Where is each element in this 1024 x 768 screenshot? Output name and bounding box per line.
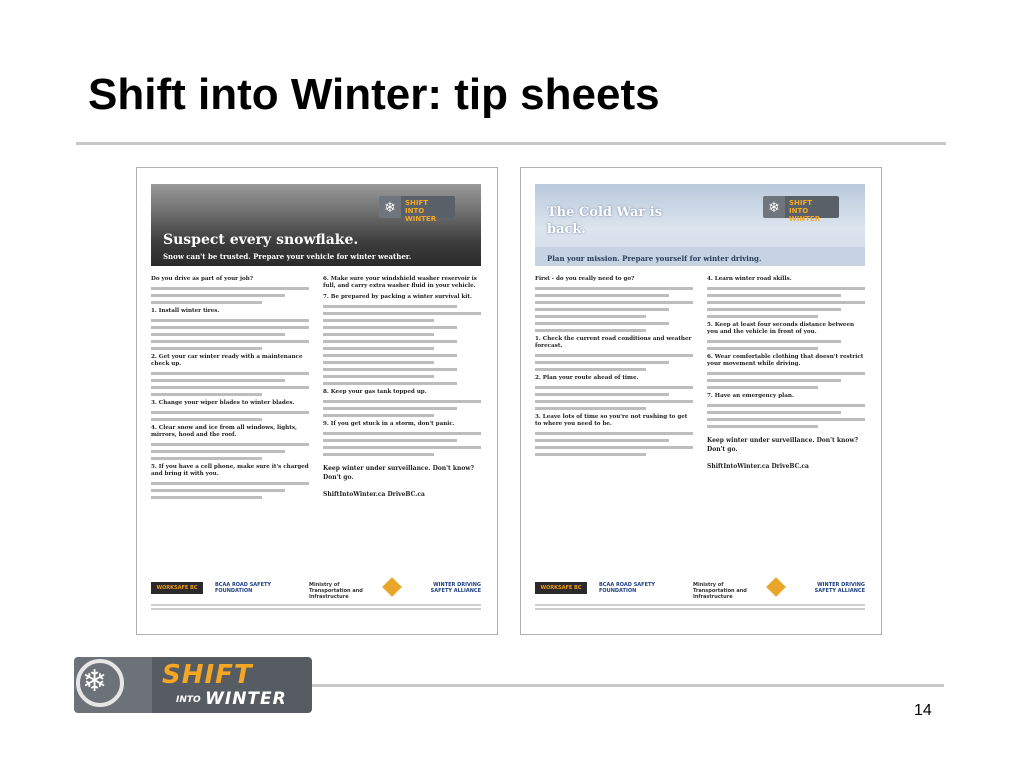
tip-heading: 7. Have an emergency plan.: [707, 393, 794, 399]
tip-heading: 5. Keep at least four seconds distance between you and the vehicle in front of you.: [707, 322, 855, 335]
tip-heading: 4. Learn winter road skills.: [707, 276, 792, 282]
tip-sheet-cold-war[interactable]: [520, 167, 882, 635]
tip-heading: 8. Keep your gas tank topped up.: [323, 389, 427, 395]
logo-text-line2: INTO WINTER: [789, 207, 821, 223]
sheet-body: [151, 276, 481, 576]
tip-heading: 7. Be prepared by packing a winter survival kit.: [323, 294, 472, 300]
snowflake-icon: ❄: [763, 196, 785, 218]
logo-text-line2: INTO WINTER: [405, 207, 437, 223]
sheet-headline: Suspect every snowflake.: [163, 232, 359, 248]
logo-text-line1: SHIFT: [789, 199, 813, 207]
bc-ministry-logo: Ministry of Transportation and Infrastructure: [309, 582, 363, 600]
tip-sheet-snowflake[interactable]: [136, 167, 498, 635]
sheet-column-left: [151, 276, 309, 503]
tire-snowflake-icon: ❄: [74, 657, 152, 713]
partner-logos: [535, 580, 865, 600]
sheet-call-to-action: Keep winter under surveillance. Don't know? Don't go.: [323, 465, 475, 481]
tip-heading: 2. Get your car winter ready with a maintenance check up.: [151, 354, 303, 367]
tip-heading: 1. Check the current road conditions and weather forecast.: [535, 336, 692, 349]
safety-alliance-logo: WINTER DRIVING SAFETY ALLIANCE: [814, 582, 865, 594]
bcaa-logo: BCAA ROAD SAFETY FOUNDATION: [215, 582, 272, 594]
sheet-call-to-action: Keep winter under surveillance. Don't know? Don't go.: [707, 437, 859, 453]
partner-logos: [151, 580, 481, 600]
safety-alliance-logo: WINTER DRIVING SAFETY ALLIANCE: [430, 582, 481, 594]
tip-heading: Do you drive as part of your job?: [151, 276, 253, 282]
title-divider: [76, 142, 946, 145]
shift-into-winter-logo: [379, 196, 455, 223]
tip-heading: First - do you really need to go?: [535, 276, 635, 282]
sheet-column-left: [535, 276, 693, 460]
brand-winter-text: WINTER: [205, 689, 287, 709]
worksafe-logo: WORKSAFE BC: [535, 582, 587, 594]
tip-heading: 1. Install winter tires.: [151, 308, 220, 314]
shift-into-winter-brand-logo: [74, 657, 312, 713]
page-number: 14: [914, 702, 932, 719]
slide-title: Shift into Winter: tip sheets: [88, 70, 660, 119]
sheet-headline: The Cold War is back.: [547, 205, 663, 237]
sheet-disclaimer: [151, 604, 481, 614]
sheet-subhead: Plan your mission. Prepare yourself for winter driving.: [547, 254, 762, 263]
bcaa-logo: BCAA ROAD SAFETY FOUNDATION: [599, 582, 656, 594]
winter-sign-icon: [382, 577, 402, 597]
sheet-subhead: Snow can't be trusted. Prepare your vehicle for winter weather.: [163, 252, 412, 261]
sheet-column-right: [323, 276, 481, 503]
sheet-banner: [151, 184, 481, 266]
tip-heading: 4. Clear snow and ice from all windows, lights, mirrors, hood and the roof.: [151, 425, 297, 438]
tip-heading: 6. Wear comfortable clothing that doesn't restrict your movement while driving.: [707, 354, 864, 367]
logo-text-line1: SHIFT: [405, 199, 429, 207]
shift-into-winter-logo: [763, 196, 839, 223]
worksafe-logo: WORKSAFE BC: [151, 582, 203, 594]
bc-ministry-logo: Ministry of Transportation and Infrastructure: [693, 582, 747, 600]
tip-heading: 9. If you get stuck in a storm, don't panic.: [323, 421, 455, 427]
tip-heading: 2. Plan your route ahead of time.: [535, 375, 639, 381]
sheet-column-right: [707, 276, 865, 475]
sheet-body: [535, 276, 865, 576]
tip-heading: 5. If you have a cell phone, make sure it's charged and bring it with you.: [151, 464, 309, 477]
sheet-links: ShiftIntoWinter.ca DriveBC.ca: [707, 463, 809, 470]
snowflake-icon: ❄: [379, 196, 401, 218]
sheet-disclaimer: [535, 604, 865, 614]
winter-sign-icon: [766, 577, 786, 597]
sheet-banner: [535, 184, 865, 266]
sheet-links: ShiftIntoWinter.ca DriveBC.ca: [323, 491, 425, 498]
tip-heading: 3. Change your wiper blades to winter blades.: [151, 400, 295, 406]
footer-divider: [312, 684, 944, 687]
tip-heading: 6. Make sure your windshield washer reservoir is full, and carry extra washer fluid in your vehicle.: [323, 276, 477, 289]
brand-shift-text: SHIFT: [162, 660, 253, 690]
tip-heading: 3. Leave lots of time so you're not rushing to get to where you need to be.: [535, 414, 688, 427]
brand-into-text: INTO: [176, 694, 201, 705]
